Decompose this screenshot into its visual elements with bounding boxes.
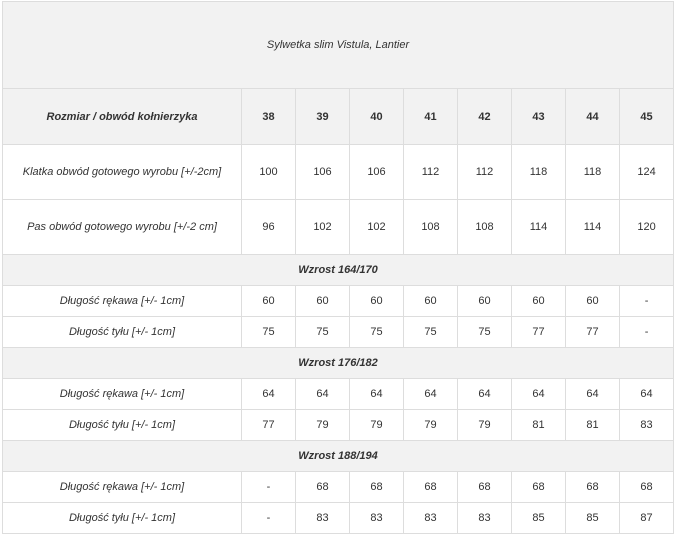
table-cell: 60 xyxy=(296,286,350,317)
section-heading-row xyxy=(3,255,674,286)
section-heading-row xyxy=(3,348,674,379)
table-cell: 106 xyxy=(296,145,350,200)
table-row xyxy=(3,503,674,534)
row-label: Długość tyłu [+/- 1cm] xyxy=(3,410,242,441)
row-label: Długość rękawa [+/- 1cm] xyxy=(3,286,242,317)
size-header: 40 xyxy=(350,89,404,145)
table-cell: 60 xyxy=(350,286,404,317)
table-cell: 64 xyxy=(404,379,458,410)
chest-label: Klatka obwód gotowego wyrobu [+/-2cm] xyxy=(3,145,242,200)
table-cell: 68 xyxy=(566,472,620,503)
chest-row xyxy=(3,145,674,200)
table-cell: 96 xyxy=(242,200,296,255)
table-cell: 77 xyxy=(242,410,296,441)
table-row xyxy=(3,317,674,348)
table-row xyxy=(3,286,674,317)
table-cell: 118 xyxy=(512,145,566,200)
table-row xyxy=(3,379,674,410)
table-cell: 83 xyxy=(404,503,458,534)
table-cell: 118 xyxy=(566,145,620,200)
table-cell: 75 xyxy=(404,317,458,348)
table-cell: 64 xyxy=(512,379,566,410)
table-cell: 83 xyxy=(350,503,404,534)
table-cell: - xyxy=(242,503,296,534)
table-cell: 102 xyxy=(350,200,404,255)
table-cell: 114 xyxy=(566,200,620,255)
size-header: 43 xyxy=(512,89,566,145)
section-heading: Wzrost 188/194 xyxy=(3,441,674,472)
table-cell: 60 xyxy=(404,286,458,317)
table-cell: 64 xyxy=(620,379,674,410)
table-cell: 112 xyxy=(404,145,458,200)
table-cell: 87 xyxy=(620,503,674,534)
size-header: 41 xyxy=(404,89,458,145)
table-cell: 60 xyxy=(458,286,512,317)
table-cell: 75 xyxy=(242,317,296,348)
table-cell: - xyxy=(242,472,296,503)
table-cell: 79 xyxy=(350,410,404,441)
table-cell: 68 xyxy=(296,472,350,503)
table-cell: 108 xyxy=(458,200,512,255)
table-cell: 68 xyxy=(350,472,404,503)
row-label: Długość tyłu [+/- 1cm] xyxy=(3,503,242,534)
table-cell: 112 xyxy=(458,145,512,200)
waist-label: Pas obwód gotowego wyrobu [+/-2 cm] xyxy=(3,200,242,255)
table-cell: 68 xyxy=(458,472,512,503)
table-cell: 77 xyxy=(566,317,620,348)
table-row xyxy=(3,472,674,503)
table-cell: 102 xyxy=(296,200,350,255)
table-cell: 68 xyxy=(404,472,458,503)
table-cell: 75 xyxy=(458,317,512,348)
table-cell: 64 xyxy=(566,379,620,410)
table-cell: 77 xyxy=(512,317,566,348)
table-cell: 81 xyxy=(512,410,566,441)
table-row xyxy=(3,410,674,441)
size-header: 44 xyxy=(566,89,620,145)
section-heading-row xyxy=(3,441,674,472)
header-row xyxy=(3,89,674,145)
table-cell: 100 xyxy=(242,145,296,200)
table-cell: 75 xyxy=(296,317,350,348)
section-heading: Wzrost 176/182 xyxy=(3,348,674,379)
size-header: 39 xyxy=(296,89,350,145)
table-cell: 120 xyxy=(620,200,674,255)
table-cell: 64 xyxy=(296,379,350,410)
table-cell: 68 xyxy=(620,472,674,503)
row-label: Długość rękawa [+/- 1cm] xyxy=(3,472,242,503)
table-cell: 60 xyxy=(242,286,296,317)
table-cell: 68 xyxy=(512,472,566,503)
table-cell: 124 xyxy=(620,145,674,200)
table-cell: 83 xyxy=(620,410,674,441)
table-cell: 81 xyxy=(566,410,620,441)
table-cell: 108 xyxy=(404,200,458,255)
size-header: 45 xyxy=(620,89,674,145)
section-heading: Wzrost 164/170 xyxy=(3,255,674,286)
table-cell: 60 xyxy=(512,286,566,317)
size-header: 42 xyxy=(458,89,512,145)
table-cell: 106 xyxy=(350,145,404,200)
table-cell: 83 xyxy=(296,503,350,534)
table-cell: 114 xyxy=(512,200,566,255)
table-cell: 60 xyxy=(566,286,620,317)
row-label: Długość tyłu [+/- 1cm] xyxy=(3,317,242,348)
table-cell: 64 xyxy=(350,379,404,410)
title-row xyxy=(3,2,674,89)
row-label: Długość rękawa [+/- 1cm] xyxy=(3,379,242,410)
header-label: Rozmiar / obwód kołnierzyka xyxy=(3,89,242,145)
size-table xyxy=(2,1,674,534)
table-cell: 79 xyxy=(458,410,512,441)
table-cell: 85 xyxy=(512,503,566,534)
table-cell: 64 xyxy=(458,379,512,410)
table-cell: - xyxy=(620,286,674,317)
waist-row xyxy=(3,200,674,255)
table-cell: 79 xyxy=(404,410,458,441)
table-cell: - xyxy=(620,317,674,348)
table-cell: 64 xyxy=(242,379,296,410)
table-title: Sylwetka slim Vistula, Lantier xyxy=(3,2,674,89)
table-cell: 85 xyxy=(566,503,620,534)
size-header: 38 xyxy=(242,89,296,145)
table-cell: 83 xyxy=(458,503,512,534)
table-cell: 79 xyxy=(296,410,350,441)
table-cell: 75 xyxy=(350,317,404,348)
